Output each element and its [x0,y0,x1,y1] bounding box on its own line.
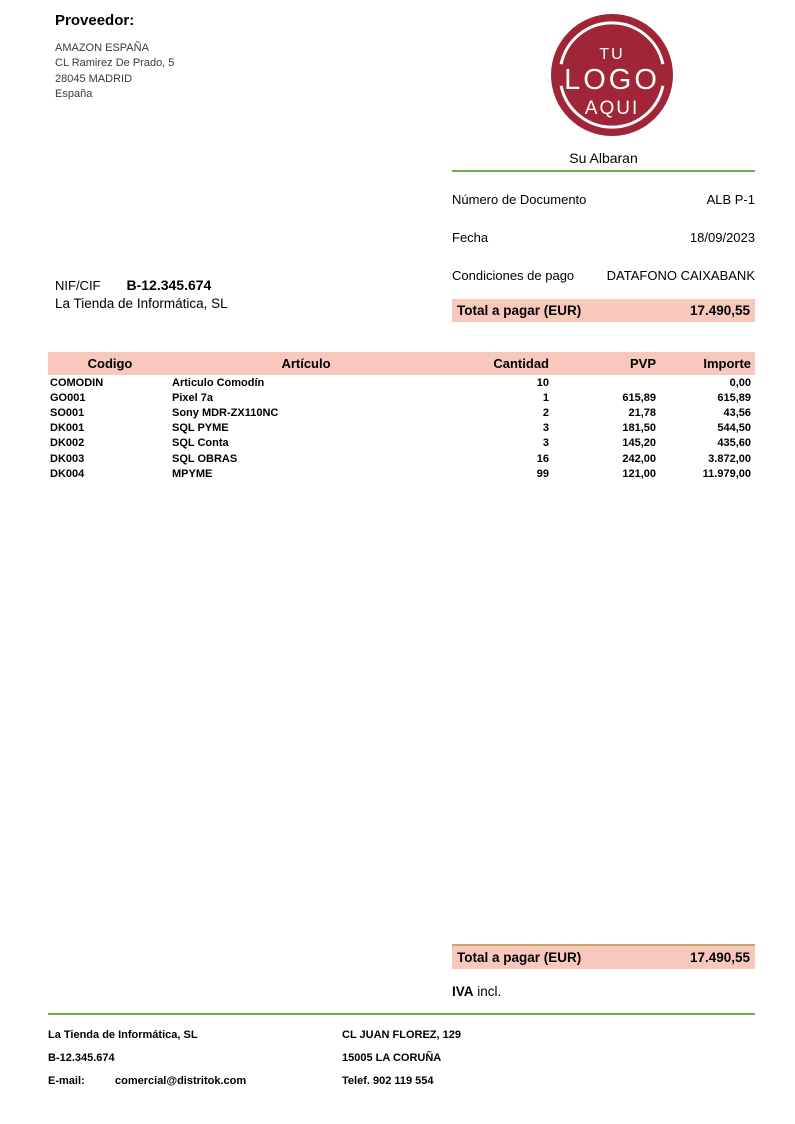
table-row [48,375,755,390]
item-code: SO001 [50,406,85,419]
logo-text-line3: AQUI [584,98,640,119]
item-amount: 615,89 [717,391,751,404]
document-date-value: 18/09/2023 [689,230,755,245]
item-amount: 43,56 [723,406,751,419]
column-header-cantidad: Cantidad [493,356,549,371]
footer-contact-column [342,1024,461,1093]
item-code: DK001 [50,422,85,435]
vat-label: IVA [452,984,474,999]
supplier-postal-city: 28045 MADRID [55,72,133,85]
footer-email-value: comercial@distritok.com [115,1075,247,1087]
document-number-row [452,192,755,212]
item-name: Sony MDR-ZX110NC [172,406,279,419]
item-name: MPYME [172,467,213,480]
footer-company-column [48,1024,246,1093]
column-header-pvp: PVP [629,356,656,371]
column-header-articulo: Artículo [281,356,331,371]
item-quantity: 16 [536,452,549,465]
item-quantity: 3 [542,422,549,435]
logo-text-line1: TU [599,46,625,63]
item-code: DK002 [50,437,85,450]
item-pvp: 145,20 [622,437,656,450]
item-pvp: 615,89 [622,391,656,404]
item-code: DK004 [50,467,85,480]
column-header-importe: Importe [703,356,751,371]
placeholder-logo-icon [550,13,674,137]
table-row [48,436,755,451]
vat-included-text: incl. [473,984,502,999]
item-name: Pixel 7a [172,391,213,404]
supplier-name: AMAZON ESPAÑA [55,42,149,54]
document-date-label: Fecha [452,230,489,245]
items-table [48,352,755,481]
footer-email-label: E-mail: [48,1075,85,1087]
payment-terms-row [452,268,755,288]
total-to-pay-bottom-label: Total a pagar (EUR) [457,950,582,965]
customer-nif-value: B-12.345.674 [126,277,212,293]
item-code: DK003 [50,452,85,465]
vat-included-note [452,984,501,999]
supplier-country: España [55,87,93,100]
item-name: SQL OBRAS [172,452,238,465]
item-amount: 544,50 [717,422,751,435]
total-to-pay-top-label: Total a pagar (EUR) [457,303,582,318]
item-amount: 435,60 [717,437,751,450]
document-info-panel [452,145,755,318]
document-title: Su Albaran [452,145,755,172]
footer-company-nif: B-12.345.674 [48,1052,115,1064]
document-date-row [452,230,755,250]
item-amount: 3.872,00 [708,452,751,465]
document-number-label: Número de Documento [452,192,587,207]
item-quantity: 2 [542,406,549,419]
footer-phone: Telef. 902 119 554 [342,1075,434,1087]
table-row [48,405,755,420]
item-amount: 11.979,00 [702,467,751,480]
item-quantity: 10 [536,376,549,389]
table-row [48,466,755,481]
footer-company-name: La Tienda de Informática, SL [48,1029,198,1041]
supplier-street: CL Ramirez De Prado, 5 [55,57,175,70]
footer-street: CL JUAN FLOREZ, 129 [342,1029,461,1041]
column-header-codigo: Codigo [87,356,133,371]
items-table-header [48,352,755,375]
footer-email-row [48,1070,246,1093]
item-code: COMODIN [50,376,104,389]
logo-text-line2: LOGO [564,64,660,96]
total-to-pay-top [452,299,755,322]
document-number-value: ALB P-1 [706,192,755,207]
payment-terms-value: DATAFONO CAIXABANK [606,268,755,283]
item-amount: 0,00 [729,376,751,389]
item-quantity: 99 [536,467,549,480]
supplier-section-label: Proveedor: [55,12,135,29]
item-name: SQL PYME [172,422,229,435]
total-to-pay-bottom [452,944,755,969]
item-name: Articulo Comodín [172,376,265,389]
footer-divider [48,1013,755,1015]
customer-nif-label: NIF/CIF [55,278,101,293]
item-pvp: 242,00 [622,452,656,465]
customer-name: La Tienda de Informática, SL [55,296,228,311]
item-quantity: 1 [542,391,549,404]
item-pvp: 121,00 [622,467,656,480]
payment-terms-label: Condiciones de pago [452,268,575,283]
customer-block [55,277,228,311]
total-to-pay-bottom-value: 17.490,55 [689,950,750,965]
table-row [48,390,755,405]
item-pvp: 181,50 [622,422,656,435]
item-pvp: 21,78 [628,406,656,419]
item-code: GO001 [50,391,86,404]
table-row [48,451,755,466]
total-to-pay-top-value: 17.490,55 [689,303,750,318]
footer-city: 15005 LA CORUÑA [342,1052,442,1064]
item-name: SQL Conta [172,437,229,450]
customer-nif-row [55,277,228,293]
table-row [48,421,755,436]
supplier-address-block [55,41,174,102]
item-quantity: 3 [542,437,549,450]
